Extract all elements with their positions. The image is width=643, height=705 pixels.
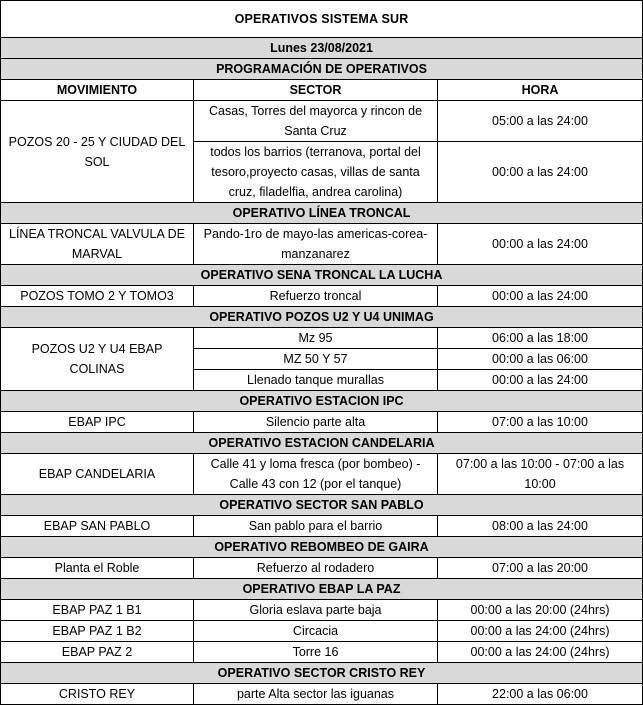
section-title: OPERATIVO REBOMBEO DE GAIRA (1, 537, 643, 558)
table-row (1, 684, 643, 705)
page-title: OPERATIVOS SISTEMA SUR (1, 1, 643, 38)
hora-cell: 00:00 a las 24:00 (438, 142, 643, 203)
section-title: OPERATIVO ESTACION CANDELARIA (1, 433, 643, 454)
table-row (1, 558, 643, 579)
table-row (1, 328, 643, 349)
movimiento-cell: POZOS TOMO 2 Y TOMO3 (1, 286, 194, 307)
section-row (1, 265, 643, 286)
column-header-row (1, 80, 643, 101)
sector-cell: MZ 50 Y 57 (194, 349, 438, 370)
hora-cell: 00:00 a las 06:00 (438, 349, 643, 370)
table-row (1, 454, 643, 495)
column-header-movimiento: MOVIMIENTO (1, 80, 194, 101)
section-title: OPERATIVO EBAP LA PAZ (1, 579, 643, 600)
column-header-sector: SECTOR (194, 80, 438, 101)
sector-cell: Torre 16 (194, 642, 438, 663)
movimiento-cell: EBAP IPC (1, 412, 194, 433)
sector-cell: Llenado tanque murallas (194, 370, 438, 391)
hora-cell: 06:00 a las 18:00 (438, 328, 643, 349)
section-title: OPERATIVO SECTOR SAN PABLO (1, 495, 643, 516)
movimiento-cell: EBAP SAN PABLO (1, 516, 194, 537)
movimiento-cell: POZOS U2 Y U4 EBAP COLINAS (1, 328, 194, 391)
sector-cell: parte Alta sector las iguanas (194, 684, 438, 705)
date-row (1, 38, 643, 59)
table-row (1, 600, 643, 621)
sector-cell: Mz 95 (194, 328, 438, 349)
section-row (1, 579, 643, 600)
sector-cell: Pando-1ro de mayo-las americas-corea-manzanarez (194, 224, 438, 265)
section-title: OPERATIVO LÍNEA TRONCAL (1, 203, 643, 224)
movimiento-cell: LÍNEA TRONCAL VALVULA DE MARVAL (1, 224, 194, 265)
section-row (1, 495, 643, 516)
hora-cell: 08:00 a las 24:00 (438, 516, 643, 537)
movimiento-cell: Planta el Roble (1, 558, 194, 579)
hora-cell: 07:00 a las 20:00 (438, 558, 643, 579)
hora-cell: 00:00 a las 20:00 (24hrs) (438, 600, 643, 621)
movimiento-cell: CRISTO REY (1, 684, 194, 705)
sector-cell: Gloria eslava parte baja (194, 600, 438, 621)
sector-cell: Silencio parte alta (194, 412, 438, 433)
movimiento-cell: EBAP PAZ 1 B2 (1, 621, 194, 642)
section-title: OPERATIVO ESTACION IPC (1, 391, 643, 412)
hora-cell: 07:00 a las 10:00 (438, 412, 643, 433)
section-row (1, 433, 643, 454)
section-title: OPERATIVO SENA TRONCAL LA LUCHA (1, 265, 643, 286)
column-header-hora: HORA (438, 80, 643, 101)
table-row (1, 101, 643, 142)
section-row (1, 537, 643, 558)
hora-cell: 00:00 a las 24:00 (438, 286, 643, 307)
table-row (1, 516, 643, 537)
sector-cell: Refuerzo troncal (194, 286, 438, 307)
hora-cell: 00:00 a las 24:00 (24hrs) (438, 642, 643, 663)
sector-cell: San pablo para el barrio (194, 516, 438, 537)
date-label: Lunes 23/08/2021 (1, 38, 643, 59)
section-row (1, 307, 643, 328)
table-row (1, 412, 643, 433)
hora-cell: 00:00 a las 24:00 (438, 224, 643, 265)
hora-cell: 00:00 a las 24:00 (24hrs) (438, 621, 643, 642)
operativos-table-body (1, 1, 643, 705)
sector-cell: Calle 41 y loma fresca (por bombeo) - Calle 43 con 12 (por el tanque) (194, 454, 438, 495)
table-row (1, 224, 643, 265)
section-title: OPERATIVO POZOS U2 Y U4 UNIMAG (1, 307, 643, 328)
sector-cell: Circacia (194, 621, 438, 642)
movimiento-cell: EBAP CANDELARIA (1, 454, 194, 495)
movimiento-cell: POZOS 20 - 25 Y CIUDAD DEL SOL (1, 101, 194, 203)
table-row (1, 642, 643, 663)
hora-cell: 22:00 a las 06:00 (438, 684, 643, 705)
sector-cell: Refuerzo al rodadero (194, 558, 438, 579)
section-row (1, 391, 643, 412)
section-row (1, 203, 643, 224)
programacion-header: PROGRAMACIÓN DE OPERATIVOS (1, 59, 643, 80)
movimiento-cell: EBAP PAZ 2 (1, 642, 194, 663)
hora-cell: 05:00 a las 24:00 (438, 101, 643, 142)
programacion-row (1, 59, 643, 80)
hora-cell: 07:00 a las 10:00 - 07:00 a las 10:00 (438, 454, 643, 495)
table-row (1, 621, 643, 642)
title-row (1, 1, 643, 38)
sector-cell: todos los barrios (terranova, portal del tesoro,proyecto casas, villas de santa cruz, filadelfia, andrea carolina) (194, 142, 438, 203)
table-row (1, 286, 643, 307)
section-row (1, 663, 643, 684)
movimiento-cell: EBAP PAZ 1 B1 (1, 600, 194, 621)
sector-cell: Casas, Torres del mayorca y rincon de Santa Cruz (194, 101, 438, 142)
hora-cell: 00:00 a las 24:00 (438, 370, 643, 391)
section-title: OPERATIVO SECTOR CRISTO REY (1, 663, 643, 684)
